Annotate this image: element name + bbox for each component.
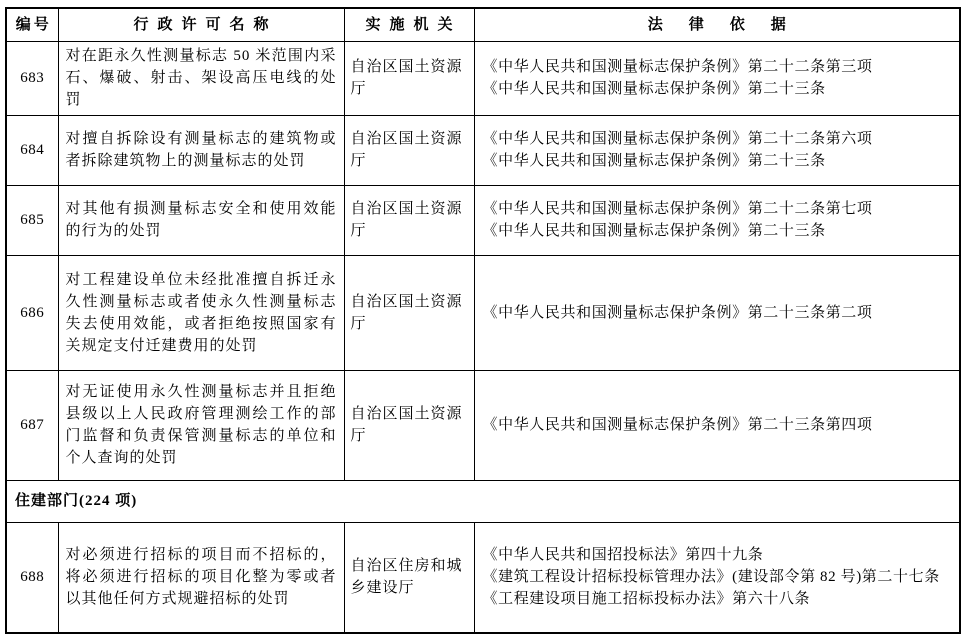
legal-basis-line: 《中华人民共和国测量标志保护条例》第二十三条 <box>482 153 826 169</box>
section-header-label: 住建部门(224 项) <box>6 480 960 522</box>
legal-basis-line: 《中华人民共和国测量标志保护条例》第二十二条第三项 <box>482 59 873 75</box>
legal-basis-line: 《中华人民共和国测量标志保护条例》第二十三条第四项 <box>482 417 873 433</box>
permit-name: 对其他有损测量标志安全和使用效能的行为的处罚 <box>58 185 344 255</box>
table-body <box>6 41 960 633</box>
row-number: 685 <box>6 185 58 255</box>
column-header-agency: 实施机关 <box>344 8 474 41</box>
permit-name: 对在距永久性测量标志 50 米范围内采石、爆破、射击、架设高压电线的处罚 <box>58 41 344 115</box>
legal-basis <box>474 41 960 115</box>
table-row <box>6 115 960 185</box>
row-number: 684 <box>6 115 58 185</box>
legal-basis-line: 《中华人民共和国测量标志保护条例》第二十三条 <box>482 81 826 97</box>
permit-name: 对擅自拆除设有测量标志的建筑物或者拆除建筑物上的测量标志的处罚 <box>58 115 344 185</box>
column-header-name: 行政许可名称 <box>58 8 344 41</box>
row-number: 687 <box>6 370 58 480</box>
legal-basis-line: 《建筑工程设计招标投标管理办法》(建设部令第 82 号)第二十七条 <box>482 569 940 586</box>
permit-name: 对无证使用永久性测量标志并且拒绝县级以上人民政府管理测绘工作的部门监督和负责保管测量标志的单位和个人查询的处罚 <box>58 370 344 480</box>
implementing-agency: 自治区国土资源厅 <box>344 370 474 480</box>
row-number: 688 <box>6 522 58 633</box>
legal-basis-line: 《中华人民共和国测量标志保护条例》第二十二条第七项 <box>482 201 873 217</box>
legal-basis-line: 《中华人民共和国测量标志保护条例》第二十三条 <box>482 223 826 239</box>
implementing-agency: 自治区住房和城乡建设厅 <box>344 522 474 633</box>
permit-name: 对必须进行招标的项目而不招标的，将必须进行招标的项目化整为零或者以其他任何方式规避招标的处罚 <box>58 522 344 633</box>
legal-basis <box>474 185 960 255</box>
legal-basis-line: 《工程建设项目施工招标投标办法》第六十八条 <box>482 591 811 608</box>
legal-basis-line: 《中华人民共和国测量标志保护条例》第二十二条第六项 <box>482 131 873 147</box>
implementing-agency: 自治区国土资源厅 <box>344 185 474 255</box>
implementing-agency: 自治区国土资源厅 <box>344 115 474 185</box>
implementing-agency: 自治区国土资源厅 <box>344 41 474 115</box>
permit-name: 对工程建设单位未经批准擅自拆迁永久性测量标志或者使永久性测量标志失去使用效能，或者拒绝按照国家有关规定支付迁建费用的处罚 <box>58 255 344 370</box>
legal-basis-line: 《中华人民共和国测量标志保护条例》第二十三条第二项 <box>482 304 873 321</box>
legal-basis <box>474 115 960 185</box>
administrative-permits-table <box>5 7 961 634</box>
header-row <box>6 8 960 41</box>
table-row <box>6 522 960 633</box>
table-row <box>6 41 960 115</box>
row-number: 686 <box>6 255 58 370</box>
legal-basis-line: 《中华人民共和国招投标法》第四十九条 <box>482 547 764 564</box>
table-header <box>6 8 960 41</box>
column-header-id: 编号 <box>6 8 58 41</box>
legal-basis <box>474 370 960 480</box>
table-row <box>6 370 960 480</box>
implementing-agency: 自治区国土资源厅 <box>344 255 474 370</box>
table-row <box>6 185 960 255</box>
table-row <box>6 255 960 370</box>
row-number: 683 <box>6 41 58 115</box>
column-header-legal: 法律依据 <box>474 8 960 41</box>
legal-basis <box>474 522 960 633</box>
legal-basis <box>474 255 960 370</box>
section-header-row <box>6 480 960 522</box>
